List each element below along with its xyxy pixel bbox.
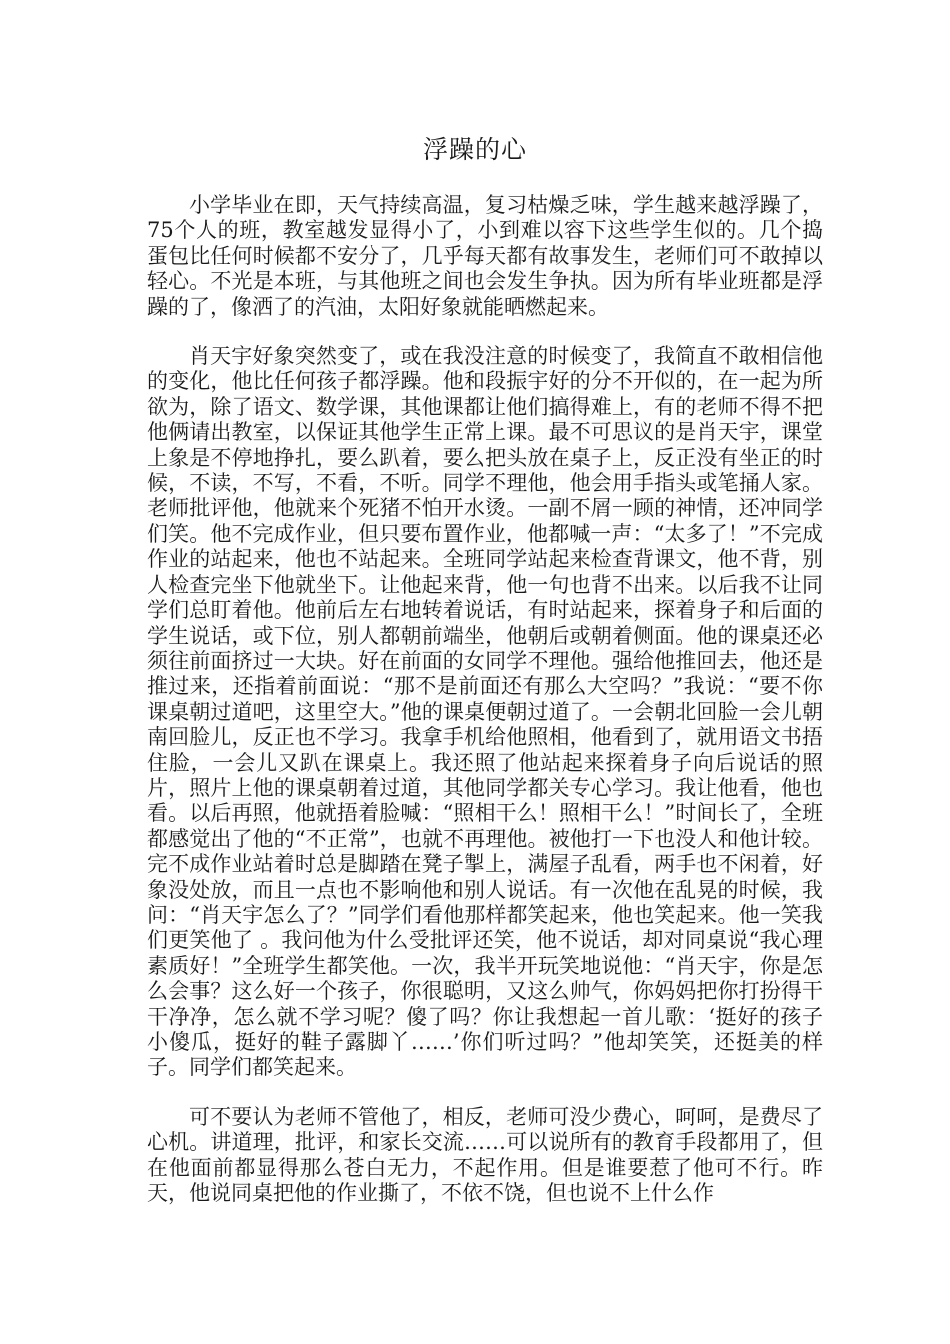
paragraph-3: 可不要认为老师不管他了，相反，老师可没少费心，呵呵，是费尽了心机。讲道理，批评，和家长交流……可以说所有的教育手段都用了，但在他面前都显得那么苍白无力，不起作用。但是谁要惹了他可不行。昨天，他说同桌把他的作业撕了，不依不饶，但也说不上什么作	[147, 1104, 823, 1206]
paragraph-2: 肖天宇好象突然变了，或在我没注意的时候变了，我简直不敢相信他的变化，他比任何孩子都浮躁。他和段振宇好的分不开似的，在一起为所欲为，除了语文、数学课，其他课都让他们搞得难上，有的老师不得不把他俩请出教室，以保证其他学生正常上课。最不可思议的是肖天宇，课堂上象是不停地挣扎，要么趴着，要么把头放在桌子上，反正没有坐正的时候，不读，不写，不看，不听。同学不理他，他会用手指头或笔捅人家。老师批评他，他就来个死猪不怕开水烫。一副不屑一顾的神情，还冲同学们笑。他不完成作业，但只要布置作业，他都喊一声：“太多了！”不完成作业的站起来，他也不站起来。全班同学站起来检查背课文，他不背，别人检查完坐下他就坐下。让他起来背，他一句也背不出来。以后我不让同学们总盯着他。他前后左右地转着说话，有时站起来，探着身子和后面的学生说话，或下位，别人都朝前端坐，他朝后或朝着侧面。他的课桌还必须往前面挤过一大块。好在前面的女同学不理他。强给他推回去，他还是推过来，还指着前面说：“那不是前面还有那么大空吗？”我说：“要不你课桌朝过道吧，这里空大。”他的课桌便朝过道了。一会朝北回脸一会儿朝南回脸儿，反正也不学习。我拿手机给他照相，他看到了，就用语文书捂住脸，一会儿又趴在课桌上。我还照了他站起来探着身子向后说话的照片，照片上他的课桌朝着过道，其他同学都关专心学习。我让他看，他也看。以后再照，他就捂着脸喊：“照相干么！照相干么！”时间长了，全班都感觉出了他的“不正常”，也就不再理他。被他打一下也没人和他计较。完不成作业站着时总是脚踏在凳子掣上，满屋子乱看，两手也不闲着，好象没处放，而且一点也不影响他和别人说话。有一次他在乱晃的时候，我问：“肖天宇怎么了？”同学们看他那样都笑起来，他也笑起来。他一笑我们更笑他了 。我问他为什么受批评还笑，他不说话，却对同桌说“我心理素质好！”全班学生都笑他。一次，我半开玩笑地说他：“肖天宇，你是怎么会事？这么好一个孩子，你很聪明，又这么帅气，你妈妈把你打扮得干干净净，怎么就不学习呢？傻了吗？你让我想起一首儿歌：‘挺好的孩子小傻瓜，挺好的鞋子露脚丫……’你们听过吗？”他却笑笑，还挺美的样子。同学们都笑起来。	[147, 344, 823, 1080]
page-title: 浮躁的心	[422, 135, 527, 164]
document-body	[147, 193, 823, 1230]
paragraph-1: 小学毕业在即，天气持续高温，复习枯燥乏味，学生越来越浮躁了，75个人的班，教室越发显得小了，小到难以容下这些学生似的。几个捣蛋包比任何时候都不安分了，几乎每天都有故事发生，老师们可不敢掉以轻心。不光是本班，与其他班之间也会发生争执。因为所有毕业班都是浮躁的了，像洒了的汽油，太阳好象就能晒燃起来。	[147, 193, 823, 319]
